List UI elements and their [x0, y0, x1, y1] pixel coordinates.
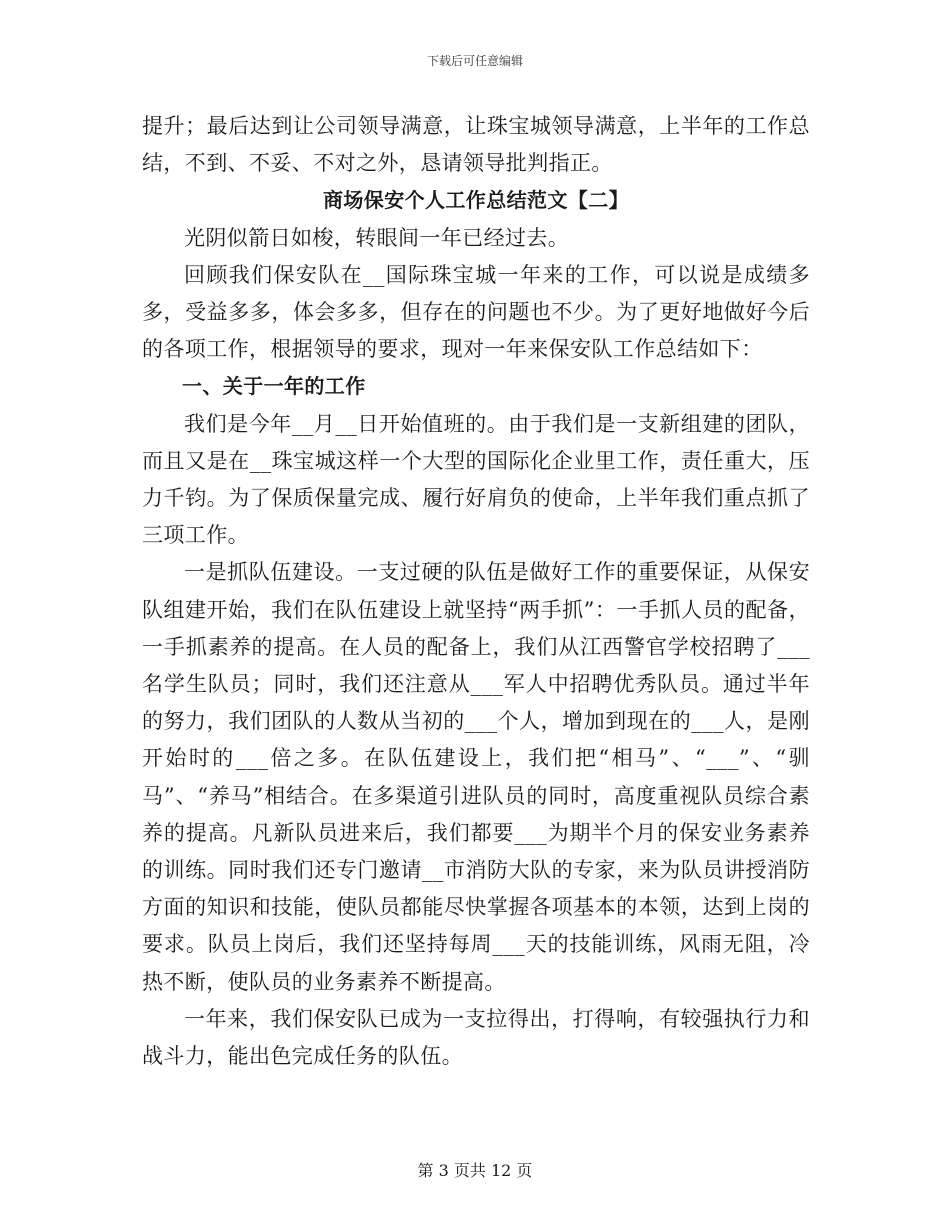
page-number: 第 3 页共 12 页	[417, 1161, 533, 1180]
paragraph-team-building: 一是抓队伍建设。一支过硬的队伍是做好工作的重要保证，从保安队组建开始，我们在队伍建设上就坚持“两手抓”：一手抓人员的配备，一手抓素养的提高。在人员的配备上，我们从江西警官学校招聘了___名学生队员；同时，我们还注意从___军人中招聘优秀队员。通过半年的努力，我们团队的人数从当初的___个人，增加到现在的___人，是刚开始时的___倍之多。在队伍建设上，我们把“相马”、“___”、“驯马”、“养马”相结合。在多渠道引进队员的同时，高度重视队员综合素养的提高。凡新队员进来后，我们都要___为期半个月的保安业务素养的训练。同时我们还专门邀请__市消防大队的专家，来为队员讲授消防方面的知识和技能，使队员都能尽快掌握各项基本的本领，达到上岗的要求。队员上岗后，我们还坚持每周___天的技能训练，风雨无阻，冷热不断，使队员的业务素养不断提高。	[142, 560, 810, 994]
section-title: 商场保安个人工作总结范文【二】	[323, 188, 629, 213]
paragraph-conclusion: 一年来，我们保安队已成为一支拉得出，打得响，有较强执行力和战斗力，能出色完成任务的队伍。	[142, 1006, 810, 1069]
page-header-note: 下载后可任意编辑	[426, 54, 523, 68]
paragraph-intro: 光阴似箭日如梭，转眼间一年已经过去。	[184, 225, 570, 250]
paragraph-start-duty: 我们是今年__月__日开始值班的。由于我们是一支新组建的团队，而且又是在__珠宝城这样一个大型的国际化企业里工作，责任重大，压力千钧。为了保质保量完成、履行好肩负的使命，上半年我们重点抓了三项工作。	[142, 411, 810, 548]
subheading-year-work: 一、关于一年的工作	[182, 374, 366, 399]
paragraph-continued: 提升；最后达到让公司领导满意，让珠宝城领导满意，上半年的工作总结，不到、不妥、不对之外，恳请领导批判指正。	[142, 114, 810, 176]
document-body	[142, 108, 810, 1075]
paragraph-review: 回顾我们保安队在__国际珠宝城一年来的工作，可以说是成绩多多，受益多多，体会多多，但存在的问题也不少。为了更好地做好今后的各项工作，根据领导的要求，现对一年来保安队工作总结如下：	[142, 262, 810, 362]
